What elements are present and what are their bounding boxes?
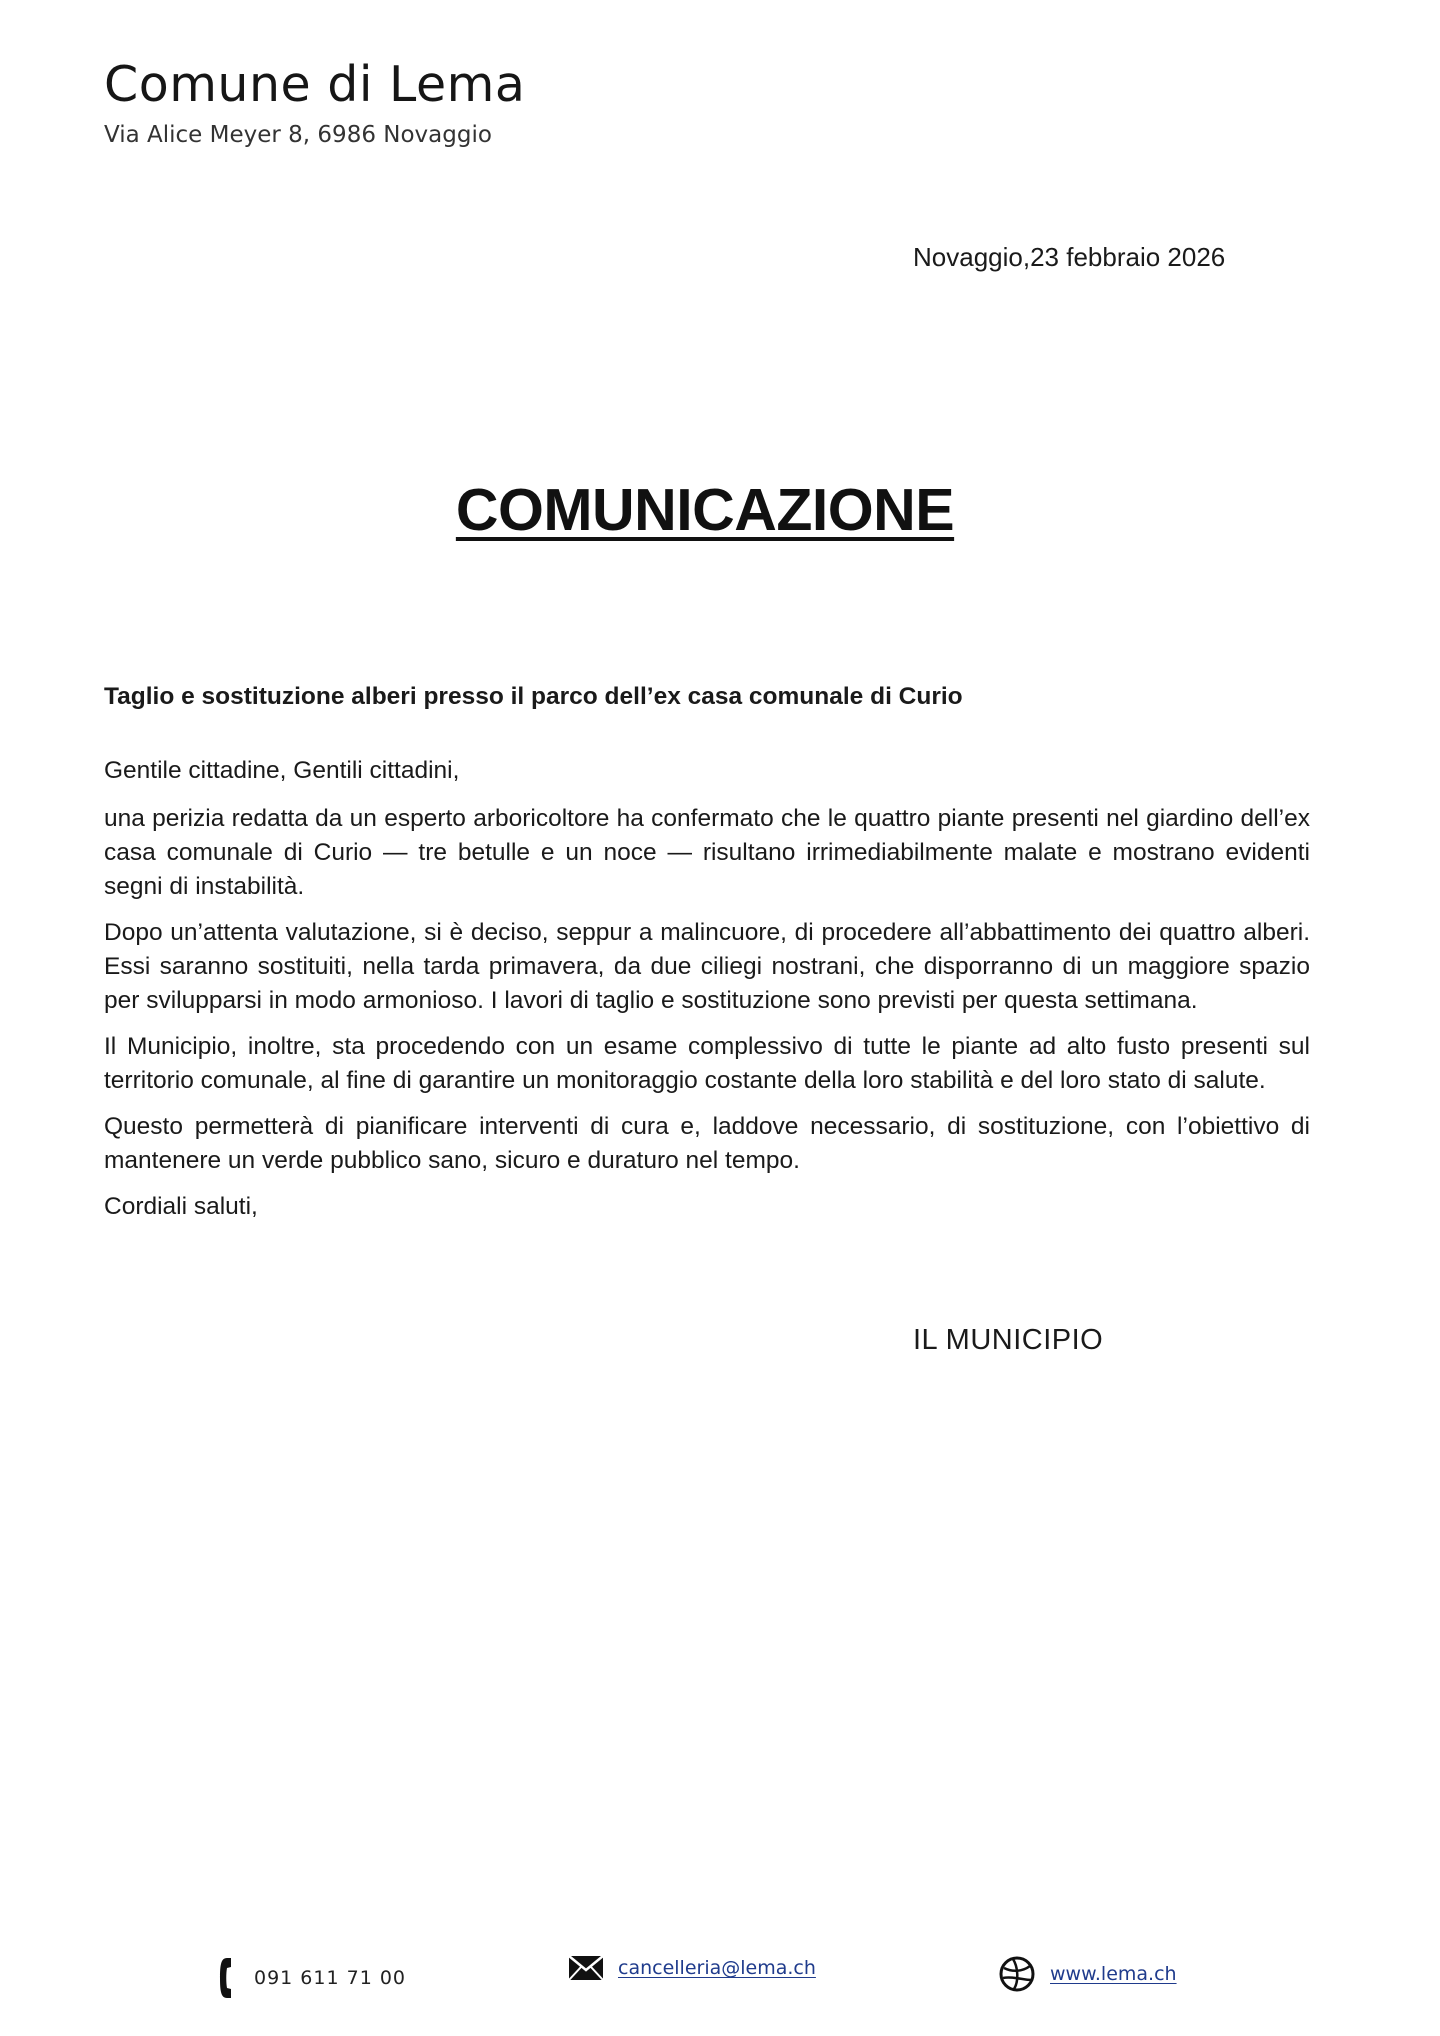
email-link[interactable]: cancelleria@lema.ch [618, 1957, 816, 1979]
closing: Cordiali saluti, [104, 1193, 258, 1220]
website-link[interactable]: www.lema.ch [1050, 1963, 1177, 1985]
organization-name: Comune di Lema [104, 56, 526, 113]
date-line: Novaggio,23 febbraio 2026 [913, 242, 1226, 272]
globe-icon [998, 1955, 1036, 1993]
subject-line: Taglio e sostituzione alberi presso il parco dell’ex casa comunale di Curio [104, 683, 963, 710]
footer [0, 1955, 1440, 2015]
envelope-icon [568, 1955, 604, 1981]
body-paragraph: Dopo un’attenta valutazione, si è deciso, seppur a malincuore, di procedere all’abbattimento dei quattro alberi. Essi saranno sostituiti, nella tarda primavera, da due ciliegi nostrani, che disporranno di un maggiore spazio per svilupparsi in modo armonioso. I lavori di taglio e sostituzione sono previsti per questa settimana. [104, 919, 1310, 1014]
body-paragraph: Questo permetterà di pianificare interventi di cura e, laddove necessario, di sostituzione, con l’obiettivo di mantenere un verde pubblico sano, sicuro e duraturo nel tempo. [104, 1113, 1310, 1174]
letterhead [104, 58, 525, 148]
letter-body [104, 680, 1310, 1224]
footer-email [568, 1955, 816, 1981]
signature: IL MUNICIPIO [913, 1324, 1104, 1356]
footer-website [998, 1955, 1177, 1993]
document-title: COMUNICAZIONE [455, 477, 955, 543]
phone-icon [218, 1955, 240, 2001]
organization-address: Via Alice Meyer 8, 6986 Novaggio [104, 121, 492, 148]
body-paragraph: una perizia redatta da un esperto arboricoltore ha confermato che le quattro piante presenti nel giardino dell’ex casa comunale di Curio — tre betulle e un noce — risultano irrimediabilmente malate e mostrano evidenti segni di instabilità. [104, 805, 1310, 900]
footer-phone [218, 1955, 406, 2001]
phone-number: 091 611 71 00 [254, 1967, 407, 1989]
salutation: Gentile cittadine, Gentili cittadini, [104, 757, 460, 784]
body-paragraph: Il Municipio, inoltre, sta procedendo con un esame complessivo di tutte le piante ad alto fusto presenti sul territorio comunale, al fine di garantire un monitoraggio costante della loro stabilità e del loro stato di salute. [104, 1033, 1310, 1094]
